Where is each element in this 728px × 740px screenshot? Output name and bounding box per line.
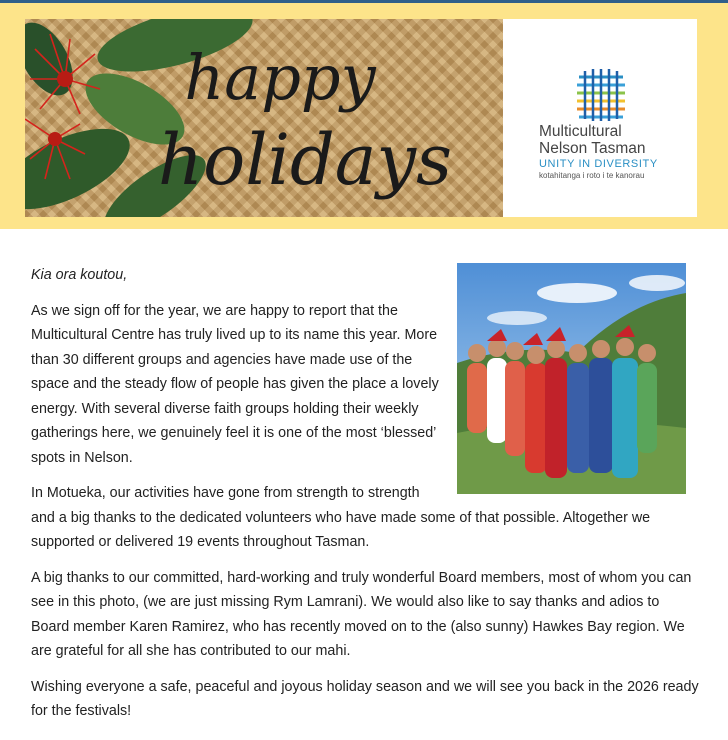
svg-text:holidays: holidays [157,119,453,201]
logo-text [539,123,658,181]
happy-holidays-image [25,19,503,217]
logo-line-1: Multicultural [539,123,622,140]
salutation: Kia ora koutou, [31,267,128,283]
paragraph-board-thanks: A big thanks to our committed, hard-working and truly wonderful Board members, most of whom you can see in this photo, (we are just missing Rym Lamrani). We would also like to say thanks and adios to Board member Karen Ramirez, who has recently moved on to the (also sunny) Hawkes Bay region. We are grateful for all she has contributed to our mahi. [31,569,692,659]
letter-body [0,229,728,724]
board-group-photo [457,263,686,494]
organisation-logo [503,19,697,217]
holiday-foliage-illustration [25,19,503,217]
paragraph-holiday-wishes: Wishing everyone a safe, peaceful and joyous holiday season and we will see you back in the 2026 ready for the festivals! [31,678,699,719]
header-banner [0,3,728,229]
logo-maori-tagline: kotahitanga i roto i te kanorau [539,171,645,180]
group-photo-illustration [457,263,686,494]
banner-image [25,19,697,217]
woven-logo-icon [573,69,629,121]
paragraph-centre-report: As we sign off for the year, we are happy to report that the Multicultural Centre has truly lived up to its name this year. More than 30 different groups and agencies have made use of the space and the steady flow of people has given the place a lovely energy. With several diverse faith groups holding their weekly gatherings here, we genuinely feel it is one of the most ‘blessed’ spots in Nelson. [31,302,439,466]
paragraph-motueka: In Motueka, our activities have gone from strength to strength and a big thanks to the dedicated volunteers who have made some of that possible. Altogether we supported or delivered 19 events throughout Tasman. [31,485,651,550]
svg-text:happy: happy [184,41,376,114]
logo-tagline: UNITY IN DIVERSITY [539,158,658,170]
logo-line-2: Nelson Tasman [539,140,646,157]
